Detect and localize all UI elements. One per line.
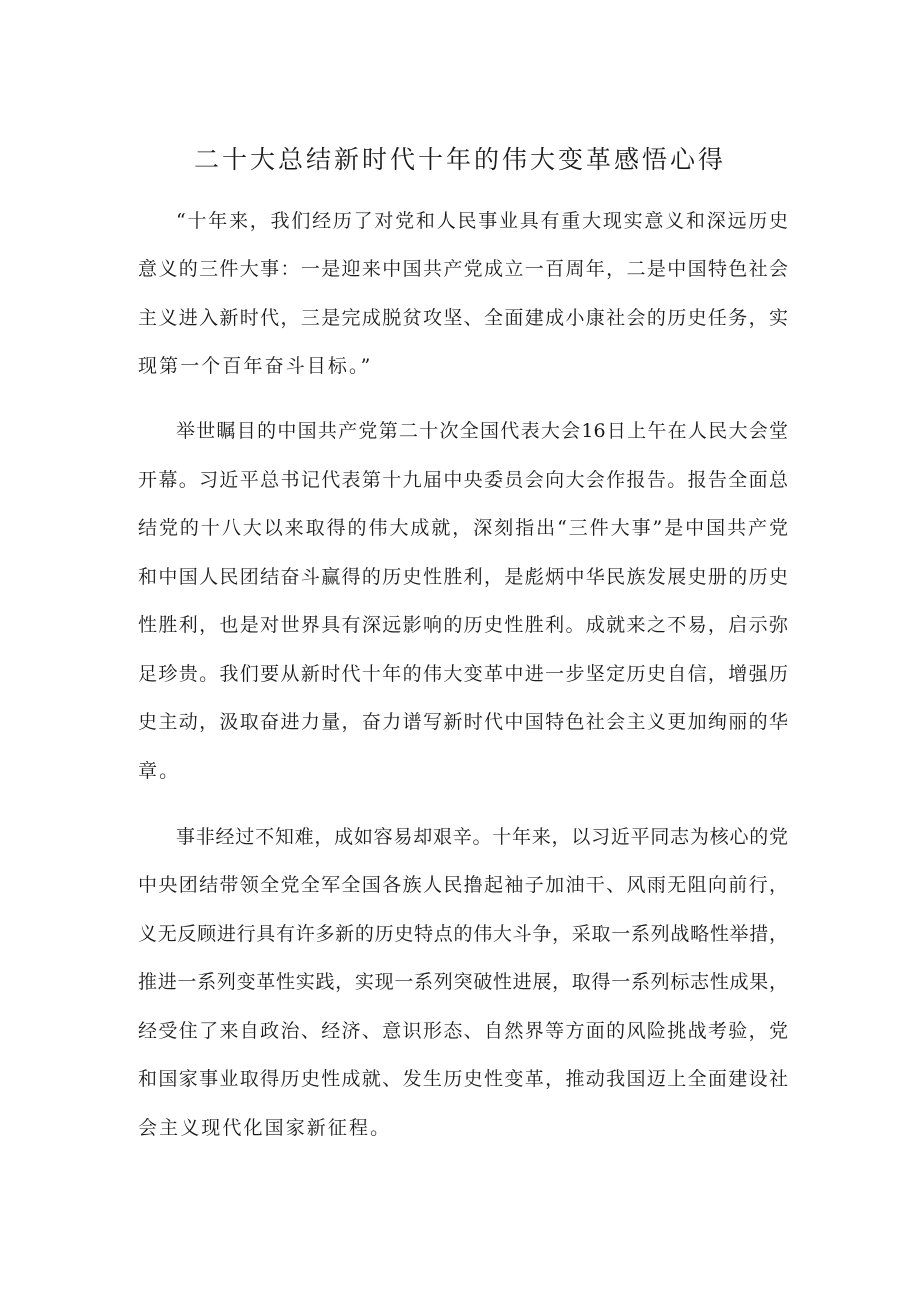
paragraph-3-line-6: 和国家事业取得历史性成就、发生历史性变革，推动我国迈上全面建设社 xyxy=(138,1068,788,1090)
paragraph-2-line-8: 章。 xyxy=(138,760,181,782)
paragraph-3-line-7: 会主义现代化国家新征程。 xyxy=(138,1117,392,1139)
paragraph-3-line-1: 事非经过不知难，成如容易却艰辛。十年来，以习近平同志为核心的党 xyxy=(176,826,788,848)
paragraph-3-line-4: 推进一系列变革性实践，实现一系列突破性进展，取得一系列标志性成果， xyxy=(138,971,788,993)
document-title: 二十大总结新时代十年的伟大变革感悟心得 xyxy=(193,145,726,174)
paragraph-2-line-5: 性胜利，也是对世界具有深远影响的历史性胜利。成就来之不易，启示弥 xyxy=(138,614,788,636)
paragraph-2-line-4: 和中国人民团结奋斗赢得的历史性胜利，是彪炳中华民族发展史册的历史 xyxy=(138,566,788,588)
paragraph-2-line-7: 史主动，汲取奋进力量，奋力谱写新时代中国特色社会主义更加绚丽的华 xyxy=(138,711,788,733)
paragraph-1-line-4: 现第一个百年奋斗目标。” xyxy=(138,355,373,377)
paragraph-3-line-3: 义无反顾进行具有许多新的历史特点的伟大斗争，采取一系列战略性举措， xyxy=(138,923,788,945)
paragraph-1-line-1: “十年来，我们经历了对党和人民事业具有重大现实意义和深远历史 xyxy=(176,210,788,232)
paragraph-1-line-2: 意义的三件大事：一是迎来中国共产党成立一百周年，二是中国特色社会 xyxy=(138,258,788,280)
paragraph-2-line-6: 足珍贵。我们要从新时代十年的伟大变革中进一步坚定历史自信，增强历 xyxy=(138,663,788,685)
paragraph-2-line-3: 结党的十八大以来取得的伟大成就，深刻指出“三件大事”是中国共产党 xyxy=(138,517,788,539)
paragraph-2-line-1: 举世瞩目的中国共产党第二十次全国代表大会16日上午在人民大会堂 xyxy=(176,420,788,442)
paragraph-3-line-2: 中央团结带领全党全军全国各族人民撸起袖子加油干、风雨无阻向前行， xyxy=(138,874,788,896)
paragraph-1-line-3: 主义进入新时代，三是完成脱贫攻坚、全面建成小康社会的历史任务，实 xyxy=(138,307,788,329)
paragraph-2-line-2: 开幕。习近平总书记代表第十九届中央委员会向大会作报告。报告全面总 xyxy=(138,469,788,491)
paragraph-3-line-5: 经受住了来自政治、经济、意识形态、自然界等方面的风险挑战考验，党 xyxy=(138,1020,788,1042)
